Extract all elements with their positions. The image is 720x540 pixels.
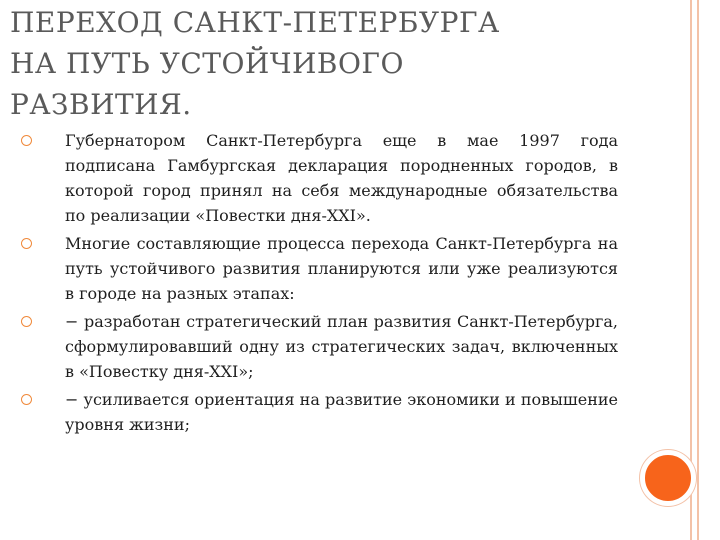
decorative-border-line [697, 0, 699, 540]
slide-title [10, 2, 610, 125]
title-line-2: НА ПУТЬ УСТОЙЧИВОГО [10, 47, 404, 80]
bullet-item [18, 128, 618, 228]
bullet-circle-icon [21, 316, 32, 327]
bullet-circle-icon [21, 135, 32, 146]
title-line-1: ПЕРЕХОД САНКТ-ПЕТЕРБУРГА [10, 6, 500, 39]
decorative-orange-circle [640, 450, 696, 506]
title-line-3: РАЗВИТИЯ. [10, 88, 192, 121]
bullet-item [18, 387, 618, 437]
bullet-list [18, 128, 618, 440]
bullet-text: Многие составляющие процесса перехода Санкт-Петербурга на путь устойчивого развития планируются или уже реализуются в городе на разных этапах: [65, 234, 618, 303]
decorative-border-line [690, 0, 692, 540]
bullet-text: − усиливается ориентация на развитие экономики и повышение уровня жизни; [65, 390, 618, 434]
bullet-circle-icon [21, 394, 32, 405]
bullet-item [18, 231, 618, 306]
bullet-circle-icon [21, 238, 32, 249]
bullet-text: Губернатором Санкт-Петербурга еще в мае 1997 года подписана Гамбургская декларация породненных городов, в которой город принял на себя международные обязательства по реализации «Повестки дня-XXI». [65, 131, 618, 225]
bullet-item [18, 309, 618, 384]
bullet-text: − разработан стратегический план развития Санкт-Петербурга, сформулировавший одну из стратегических задач, включенных в «Повестку дня-XXI»; [65, 312, 618, 381]
